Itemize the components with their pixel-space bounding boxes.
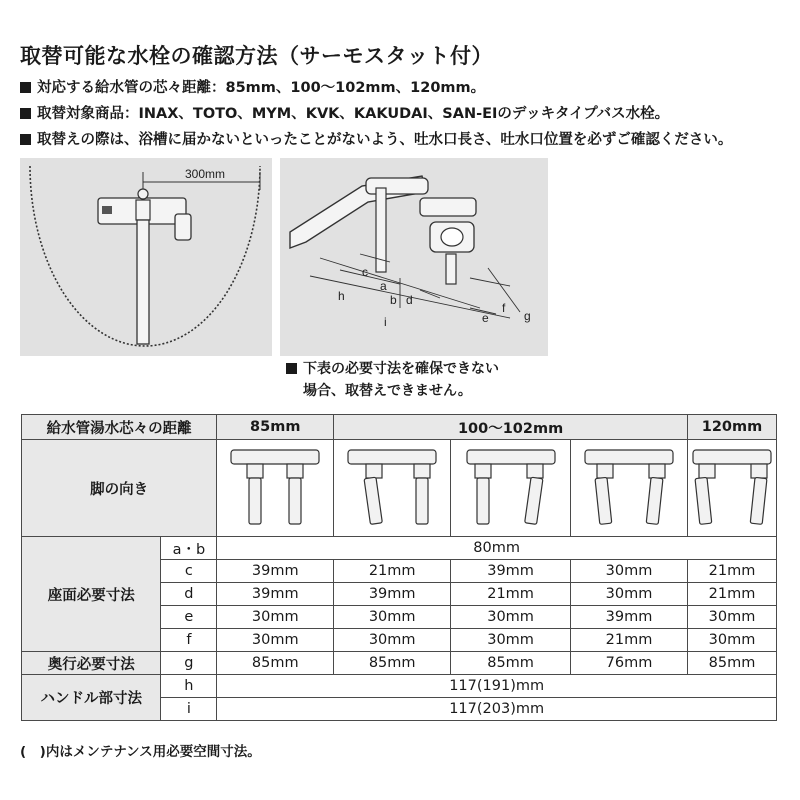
table-header-row (22, 415, 777, 440)
label-d: d (406, 293, 413, 307)
row-h (22, 675, 777, 698)
leg-figure-3-svg (461, 442, 561, 530)
top-view-diagram (20, 158, 272, 356)
faucet-handle (175, 214, 191, 240)
side-view-svg (280, 158, 548, 356)
cell-e-5: 30mm (687, 606, 776, 629)
group-seat-label: 座面必要寸法 (22, 537, 161, 652)
cell-f-2: 30mm (334, 629, 451, 652)
cell-c-5: 21mm (687, 560, 776, 583)
faucet-knob-left (102, 206, 112, 214)
leg-figure-5-svg (689, 442, 775, 530)
dimension-lines (310, 254, 520, 318)
label-b: b (390, 293, 397, 307)
label-i: i (384, 315, 387, 329)
spec-table (21, 414, 777, 721)
cell-f-3: 30mm (451, 629, 571, 652)
cell-c-3: 39mm (451, 560, 571, 583)
leg-direction-row (22, 440, 777, 537)
leg-figure-2-svg (342, 442, 442, 530)
spout-arm (137, 220, 149, 344)
handle-dial (441, 228, 463, 246)
leg-figure-2 (334, 440, 451, 537)
spout-joint (136, 200, 150, 220)
row-label-g: g (161, 652, 217, 675)
cell-g-3: 85mm (451, 652, 571, 675)
cell-g-4: 76mm (571, 652, 688, 675)
warning-line-1: 下表の必要寸法を確保できない (286, 358, 499, 380)
row-label-d: d (161, 583, 217, 606)
page-title: 取替可能な水栓の確認方法（サーモスタット付） (20, 44, 493, 68)
cell-d-2: 39mm (334, 583, 451, 606)
row-label-h: h (161, 675, 217, 698)
label-g: g (524, 309, 531, 323)
label-e: e (482, 311, 489, 325)
cell-d-1: 39mm (217, 583, 334, 606)
label-c: c (362, 265, 368, 279)
row-g (22, 652, 777, 675)
top-view-svg (20, 158, 272, 356)
bullet-square-icon (286, 363, 297, 374)
cell-g-2: 85mm (334, 652, 451, 675)
note-caution: 取替えの際は、浴槽に届かないといったことがないよう、吐水口長さ、吐水口位置を必ずご確認ください。 (20, 128, 732, 149)
cell-f-1: 30mm (217, 629, 334, 652)
cell-g-1: 85mm (217, 652, 334, 675)
cell-c-2: 21mm (334, 560, 451, 583)
mixer-leg (446, 254, 456, 284)
cell-d-3: 21mm (451, 583, 571, 606)
row-label-e: e (161, 606, 217, 629)
dimension-label-300: 300mm (184, 167, 226, 181)
row-ab (22, 537, 777, 560)
mixer-body (420, 198, 476, 216)
bullet-square-icon (20, 134, 31, 145)
row-label-f: f (161, 629, 217, 652)
header-120: 120mm (687, 415, 776, 440)
side-view-diagram (280, 158, 548, 356)
label-h: h (338, 289, 345, 303)
cell-e-4: 39mm (571, 606, 688, 629)
note-target-products: 取替対象商品：INAX、TOTO、MYM、KVK、KAKUDAI、SAN-EIのデッキタイプバス水栓。 (20, 102, 669, 123)
group-handle-label: ハンドル部寸法 (22, 675, 161, 721)
warning-text (286, 358, 499, 402)
bullet-square-icon (20, 82, 31, 93)
cell-i: 117(203)mm (217, 698, 777, 721)
group-depth-label: 奥行必要寸法 (22, 652, 161, 675)
row-label-c: c (161, 560, 217, 583)
leg-figure-4-svg (579, 442, 679, 530)
note-pipe-distance: 対応する給水管の芯々距離：85mm、100～102mm、120mm。 (20, 76, 485, 97)
cell-h: 117(191)mm (217, 675, 777, 698)
row-label-ab: a・b (161, 537, 217, 560)
footnote: ( )内はメンテナンス用必要空間寸法。 (20, 744, 261, 760)
cell-e-3: 30mm (451, 606, 571, 629)
cell-d-5: 21mm (687, 583, 776, 606)
spout-cap (366, 178, 428, 194)
row-label-i: i (161, 698, 217, 721)
cell-ab: 80mm (217, 537, 777, 560)
cell-f-5: 30mm (687, 629, 776, 652)
bullet-square-icon (20, 108, 31, 119)
cell-g-5: 85mm (687, 652, 776, 675)
label-f: f (502, 301, 506, 315)
label-a: a (380, 279, 387, 293)
leg-figure-4 (571, 440, 688, 537)
leg-figure-5 (687, 440, 776, 537)
cell-e-2: 30mm (334, 606, 451, 629)
header-pipe-distance: 給水管湯水芯々の距離 (22, 415, 217, 440)
leg-figure-1-svg (225, 442, 325, 530)
cell-d-4: 30mm (571, 583, 688, 606)
faucet-pivot (138, 189, 148, 199)
header-100-102: 100～102mm (334, 415, 688, 440)
header-85: 85mm (217, 415, 334, 440)
dimension-letters (338, 265, 531, 329)
leg-figure-1 (217, 440, 334, 537)
cell-c-1: 39mm (217, 560, 334, 583)
leg-direction-label: 脚の向き (22, 440, 217, 537)
leg-figure-3 (451, 440, 571, 537)
warning-line-2: 場合、取替えできません。 (303, 383, 472, 399)
cell-f-4: 21mm (571, 629, 688, 652)
cell-e-1: 30mm (217, 606, 334, 629)
cell-c-4: 30mm (571, 560, 688, 583)
